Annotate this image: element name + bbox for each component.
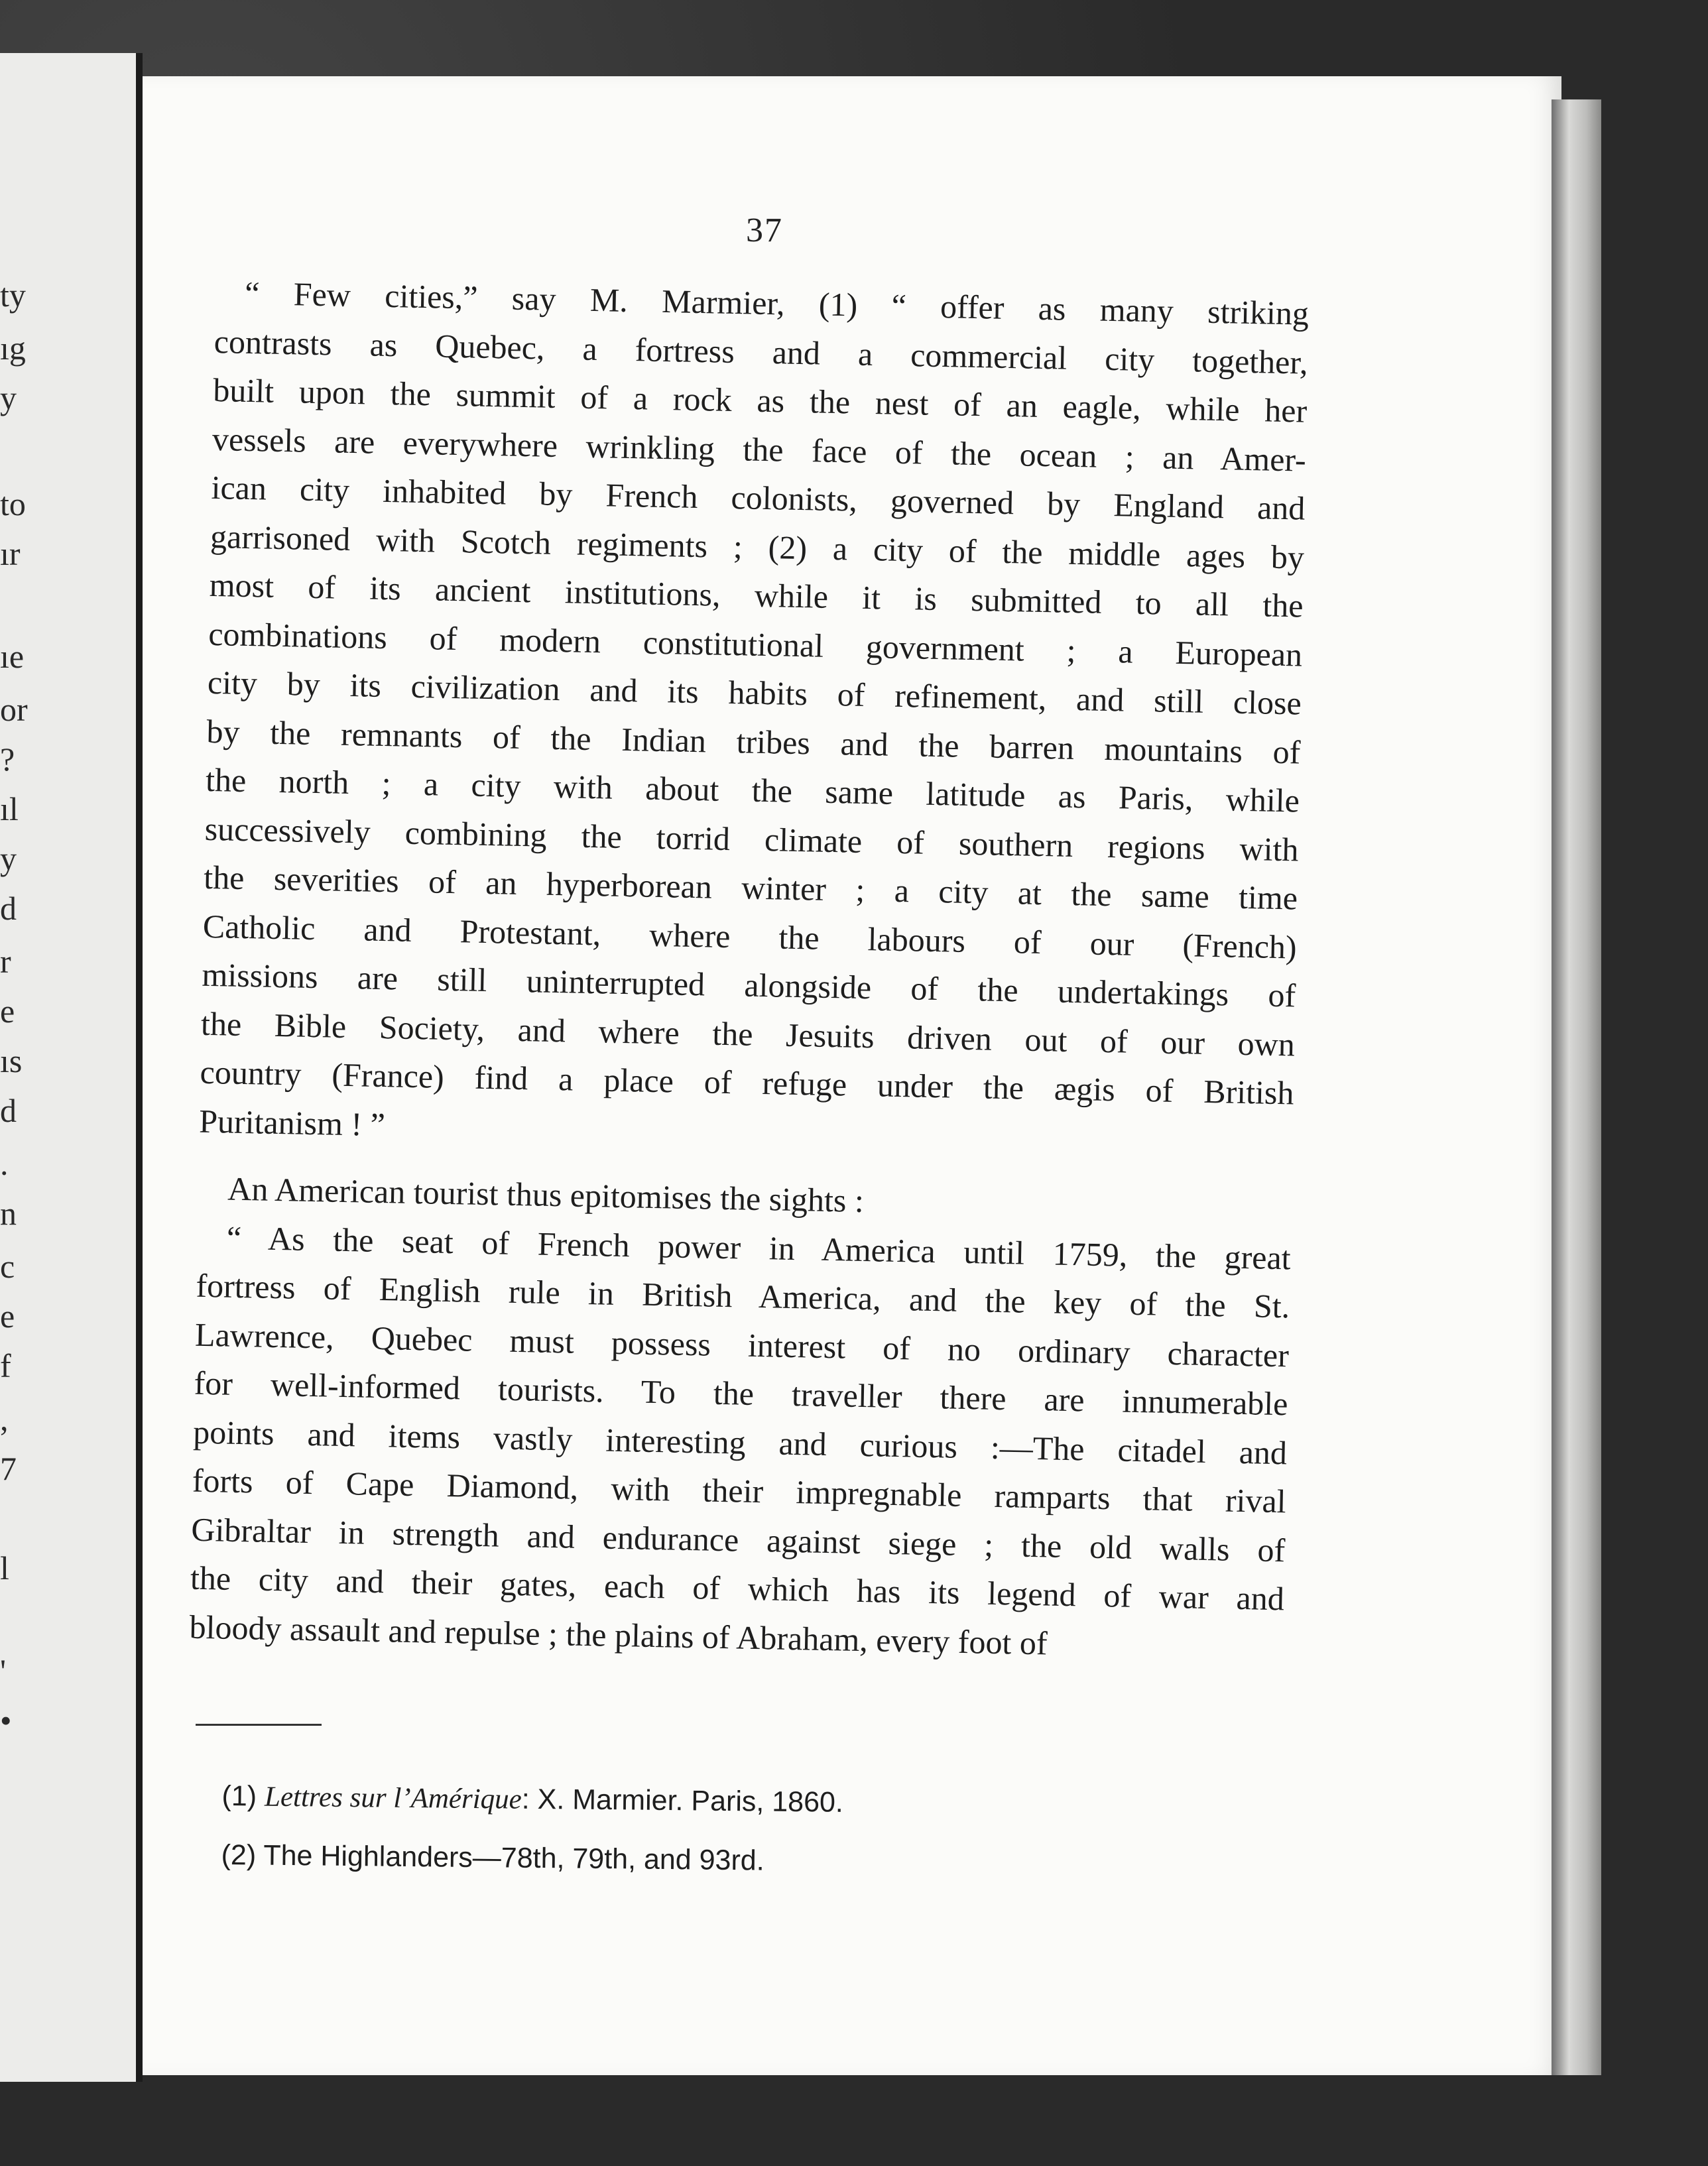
text-line: garrisoned with Scotch regiments ; (2) a city of the middle ages by [210,517,1305,576]
footnote-text: : X. Marmier. Paris, 1860. [521,1783,844,1819]
footnote-marker: (2) [221,1838,257,1872]
text-line: combinations of modern constitutional government ; a European [208,615,1303,674]
text-line: the Bible Society, and where the Jesuits driven out of our own [200,1004,1296,1063]
facing-page-fragment: l [0,1549,9,1587]
text-line: for well-informed tourists. To the traveller there are innumerable [194,1364,1288,1423]
text-line: vessels are everywhere wrinkling the face of the ocean ; an Amer- [212,420,1307,479]
text-line: “ As the seat of French power in America until 1759, the great [226,1219,1292,1276]
facing-page-fragment: y [0,379,17,416]
facing-page-fragment: , [0,1400,9,1437]
facing-page-fragment: ty [0,276,26,314]
text-line: the north ; a city with about the same latitude as Paris, while [205,760,1300,819]
paragraph-quote-tourist [189,1213,1291,1672]
text-line: Gibraltar in strength and endurance against siege ; the old walls of [190,1510,1286,1569]
footnote-title: Lettres sur l’Amérique [264,1781,522,1815]
facing-page-fragment: d [0,890,17,927]
facing-page-fragment: d [0,1092,17,1129]
text-line: points and items vastly interesting and curious :—The citadel and [192,1413,1288,1471]
text-line: fortress of English rule in British America, and the key of the St. [196,1266,1290,1325]
text-line: the severities of an hyperborean winter ; a city at the same time [203,858,1298,917]
page-number: 37 [746,211,783,249]
facing-page-fragment: or [0,691,28,728]
facing-page-fragment: ıl [0,790,19,827]
text-line: city by its civilization and its habits of refinement, and still close [207,663,1302,722]
facing-page-fragment: e [0,993,15,1030]
text-line: forts of Cape Diamond, with their impregnable ramparts that rival [192,1461,1287,1520]
facing-page-fragment: ıs [0,1042,23,1079]
footnote-rule [196,1724,322,1726]
text-line: An American tourist thus epitomises the sights : [227,1170,865,1220]
facing-page-fragment: ? [0,741,15,778]
text-line: contrasts as Quebec, a fortress and a commercial city together, [213,322,1309,381]
facing-page-fragment: ' [0,1652,7,1689]
text-line: Puritanism ! ” [198,1102,386,1143]
facing-page-fragment: ır [0,535,21,572]
facing-page-fragment: e [0,1297,15,1335]
page-edge [1552,99,1601,2075]
facing-page-fragment: f [0,1347,11,1384]
facing-page-fragment: c [0,1248,15,1285]
facing-page-fragment: . [0,1145,9,1182]
facing-page-fragment: ıe [0,638,25,675]
text-line: built upon the summit of a rock as the nest of an eagle, while her [212,371,1308,430]
facing-page-fragment: • [0,1702,12,1739]
text-line: Catholic and Protestant, where the labours of our (French) [202,907,1298,965]
facing-page-fragment: to [0,485,26,522]
footnote-text: The Highlanders—78th, 79th, and 93rd. [263,1839,764,1877]
text-line: “ Few cities,” say M. Marmier, (1) “ offer as many striking [244,274,1310,332]
text-line: ican city inhabited by French colonists, governed by England and [211,468,1306,527]
facing-page-fragment: ıg [0,330,26,367]
facing-page-fragment: 7 [0,1450,17,1487]
footnote-1 [221,1767,1084,1835]
body-text [189,269,1310,1672]
footnotes [221,1767,1084,1894]
footnote-marker: (1) [221,1779,257,1813]
text-line: most of its ancient institutions, while it is submitted to all the [209,566,1304,625]
text-line: successively combining the torrid climate of southern regions with [204,810,1300,869]
text-line: bloody assault and repulse ; the plains of Abraham, every foot of [189,1608,1048,1661]
facing-page-fragment: r [0,943,11,980]
text-line: by the remnants of the Indian tribes and the barren mountains of [206,712,1301,771]
text-line: country (France) find a place of refuge under the ægis of British [200,1053,1294,1112]
paragraph-quote-marmier [199,269,1310,1166]
text-line: missions are still uninterrupted alongside of the undertakings of [202,955,1296,1014]
text-line: Lawrence, Quebec must possess interest of no ordinary character [194,1315,1290,1374]
facing-page [0,53,143,2082]
facing-page-fragment: n [0,1195,17,1232]
text-line: the city and their gates, each of which has its legend of war and [190,1559,1285,1618]
footnote-2 [221,1826,1083,1894]
facing-page-fragment: y [0,840,17,877]
